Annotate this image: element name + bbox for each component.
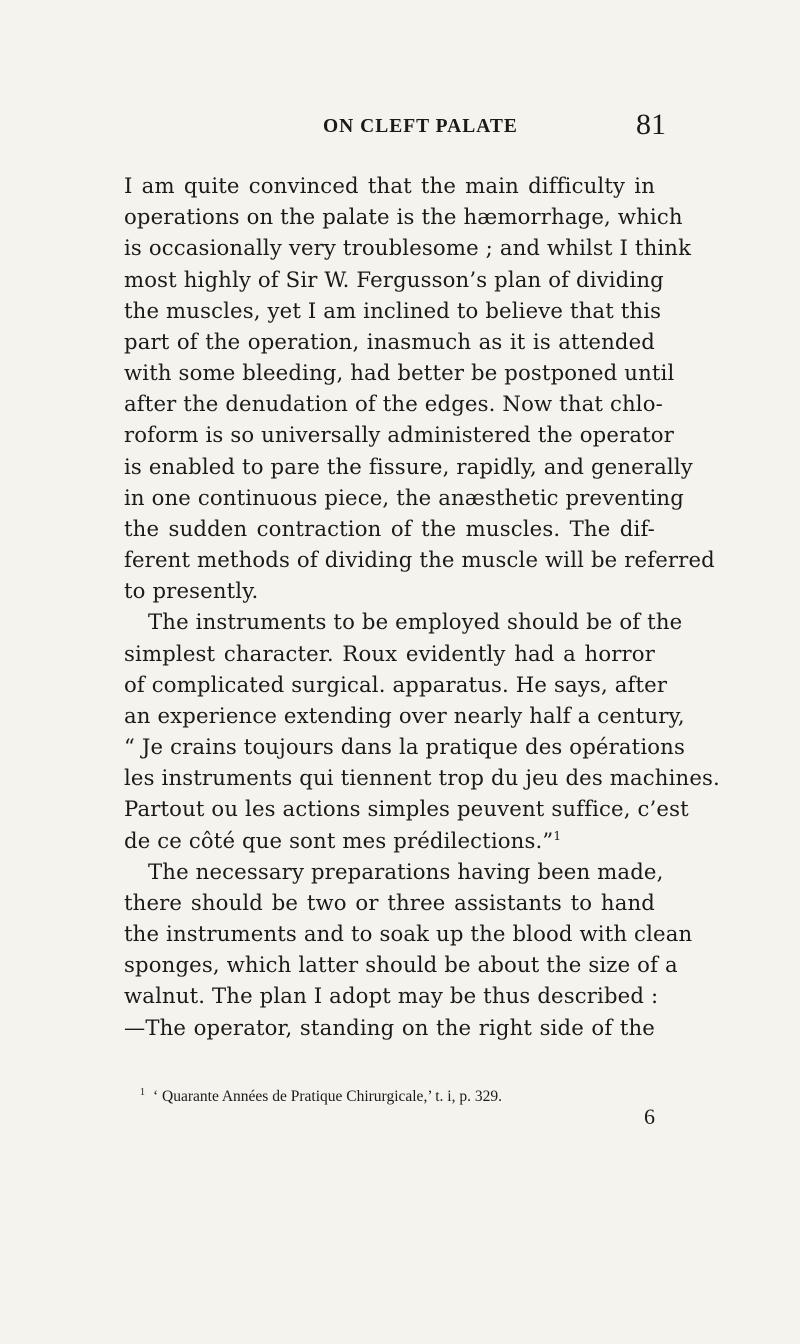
running-head [0, 110, 800, 150]
text-line: sponges, which latter should be about the size of a [124, 952, 678, 978]
text-line: The instruments to be employed should be of the [148, 609, 683, 635]
text-line: operations on the palate is the hæmorrhage, which [124, 204, 683, 230]
text-line: with some bleeding, had better be postponed until [124, 360, 675, 386]
text-line: I am quite convinced that the main difficulty in [124, 173, 655, 198]
text-line: is enabled to pare the fissure, rapidly, and generally [124, 453, 693, 479]
text-line: the sudden contraction of the muscles. The dif- [124, 515, 655, 541]
text-line: after the denudation of the edges. Now that chlo- [124, 391, 663, 417]
text-line: in one continuous piece, the anæsthetic preventing [124, 484, 684, 510]
running-title: ON CLEFT PALATE [323, 116, 518, 137]
text-line: of complicated surgical. apparatus. He says, after [124, 671, 668, 697]
page-number: 81 [636, 108, 666, 141]
body-text [124, 170, 720, 1043]
text-line: Partout ou les actions simples peuvent suffice, c’est [124, 796, 689, 822]
text-line: there should be two or three assistants to hand [124, 889, 655, 915]
text-line: ferent methods of dividing the muscle will be referred [124, 547, 715, 573]
text-line: the muscles, yet I am inclined to believe that this [124, 297, 662, 323]
text-line [124, 825, 655, 856]
text-line: is occasionally very troublesome ; and whilst I think [124, 235, 692, 261]
text-line: roform is so universally administered the operator [124, 422, 674, 448]
text-line: simplest character. Roux evidently had a horror [124, 640, 655, 666]
footnote-mark: 1 [140, 1087, 145, 1098]
footnote-text: ‘ Quarante Années de Pratique Chirurgicale,’ t. i, p. 329. [153, 1088, 502, 1105]
text-line: —The operator, standing on the right side of the [124, 1014, 655, 1040]
text-line: part of the operation, inasmuch as it is attended [124, 328, 655, 354]
text-line: walnut. The plan I adopt may be thus described : [124, 983, 659, 1009]
text-line: an experience extending over nearly half a century, [124, 702, 685, 728]
signature-mark: 6 [644, 1104, 655, 1129]
text-line: The necessary preparations having been made, [148, 858, 664, 884]
text-line: the instruments and to soak up the blood with clean [124, 921, 693, 947]
footnote-reference: 1 [553, 828, 562, 843]
text-line: to presently. [124, 578, 259, 604]
text-line-content: de ce côté que sont mes prédilections.” [124, 827, 554, 853]
text-line: les instruments qui tiennent trop du jeu des machines. [124, 765, 720, 791]
text-line: most highly of Sir W. Fergusson’s plan of dividing [124, 266, 664, 292]
footnote [140, 1087, 502, 1106]
text-line: “ Je crains toujours dans la pratique des opérations [124, 734, 685, 760]
